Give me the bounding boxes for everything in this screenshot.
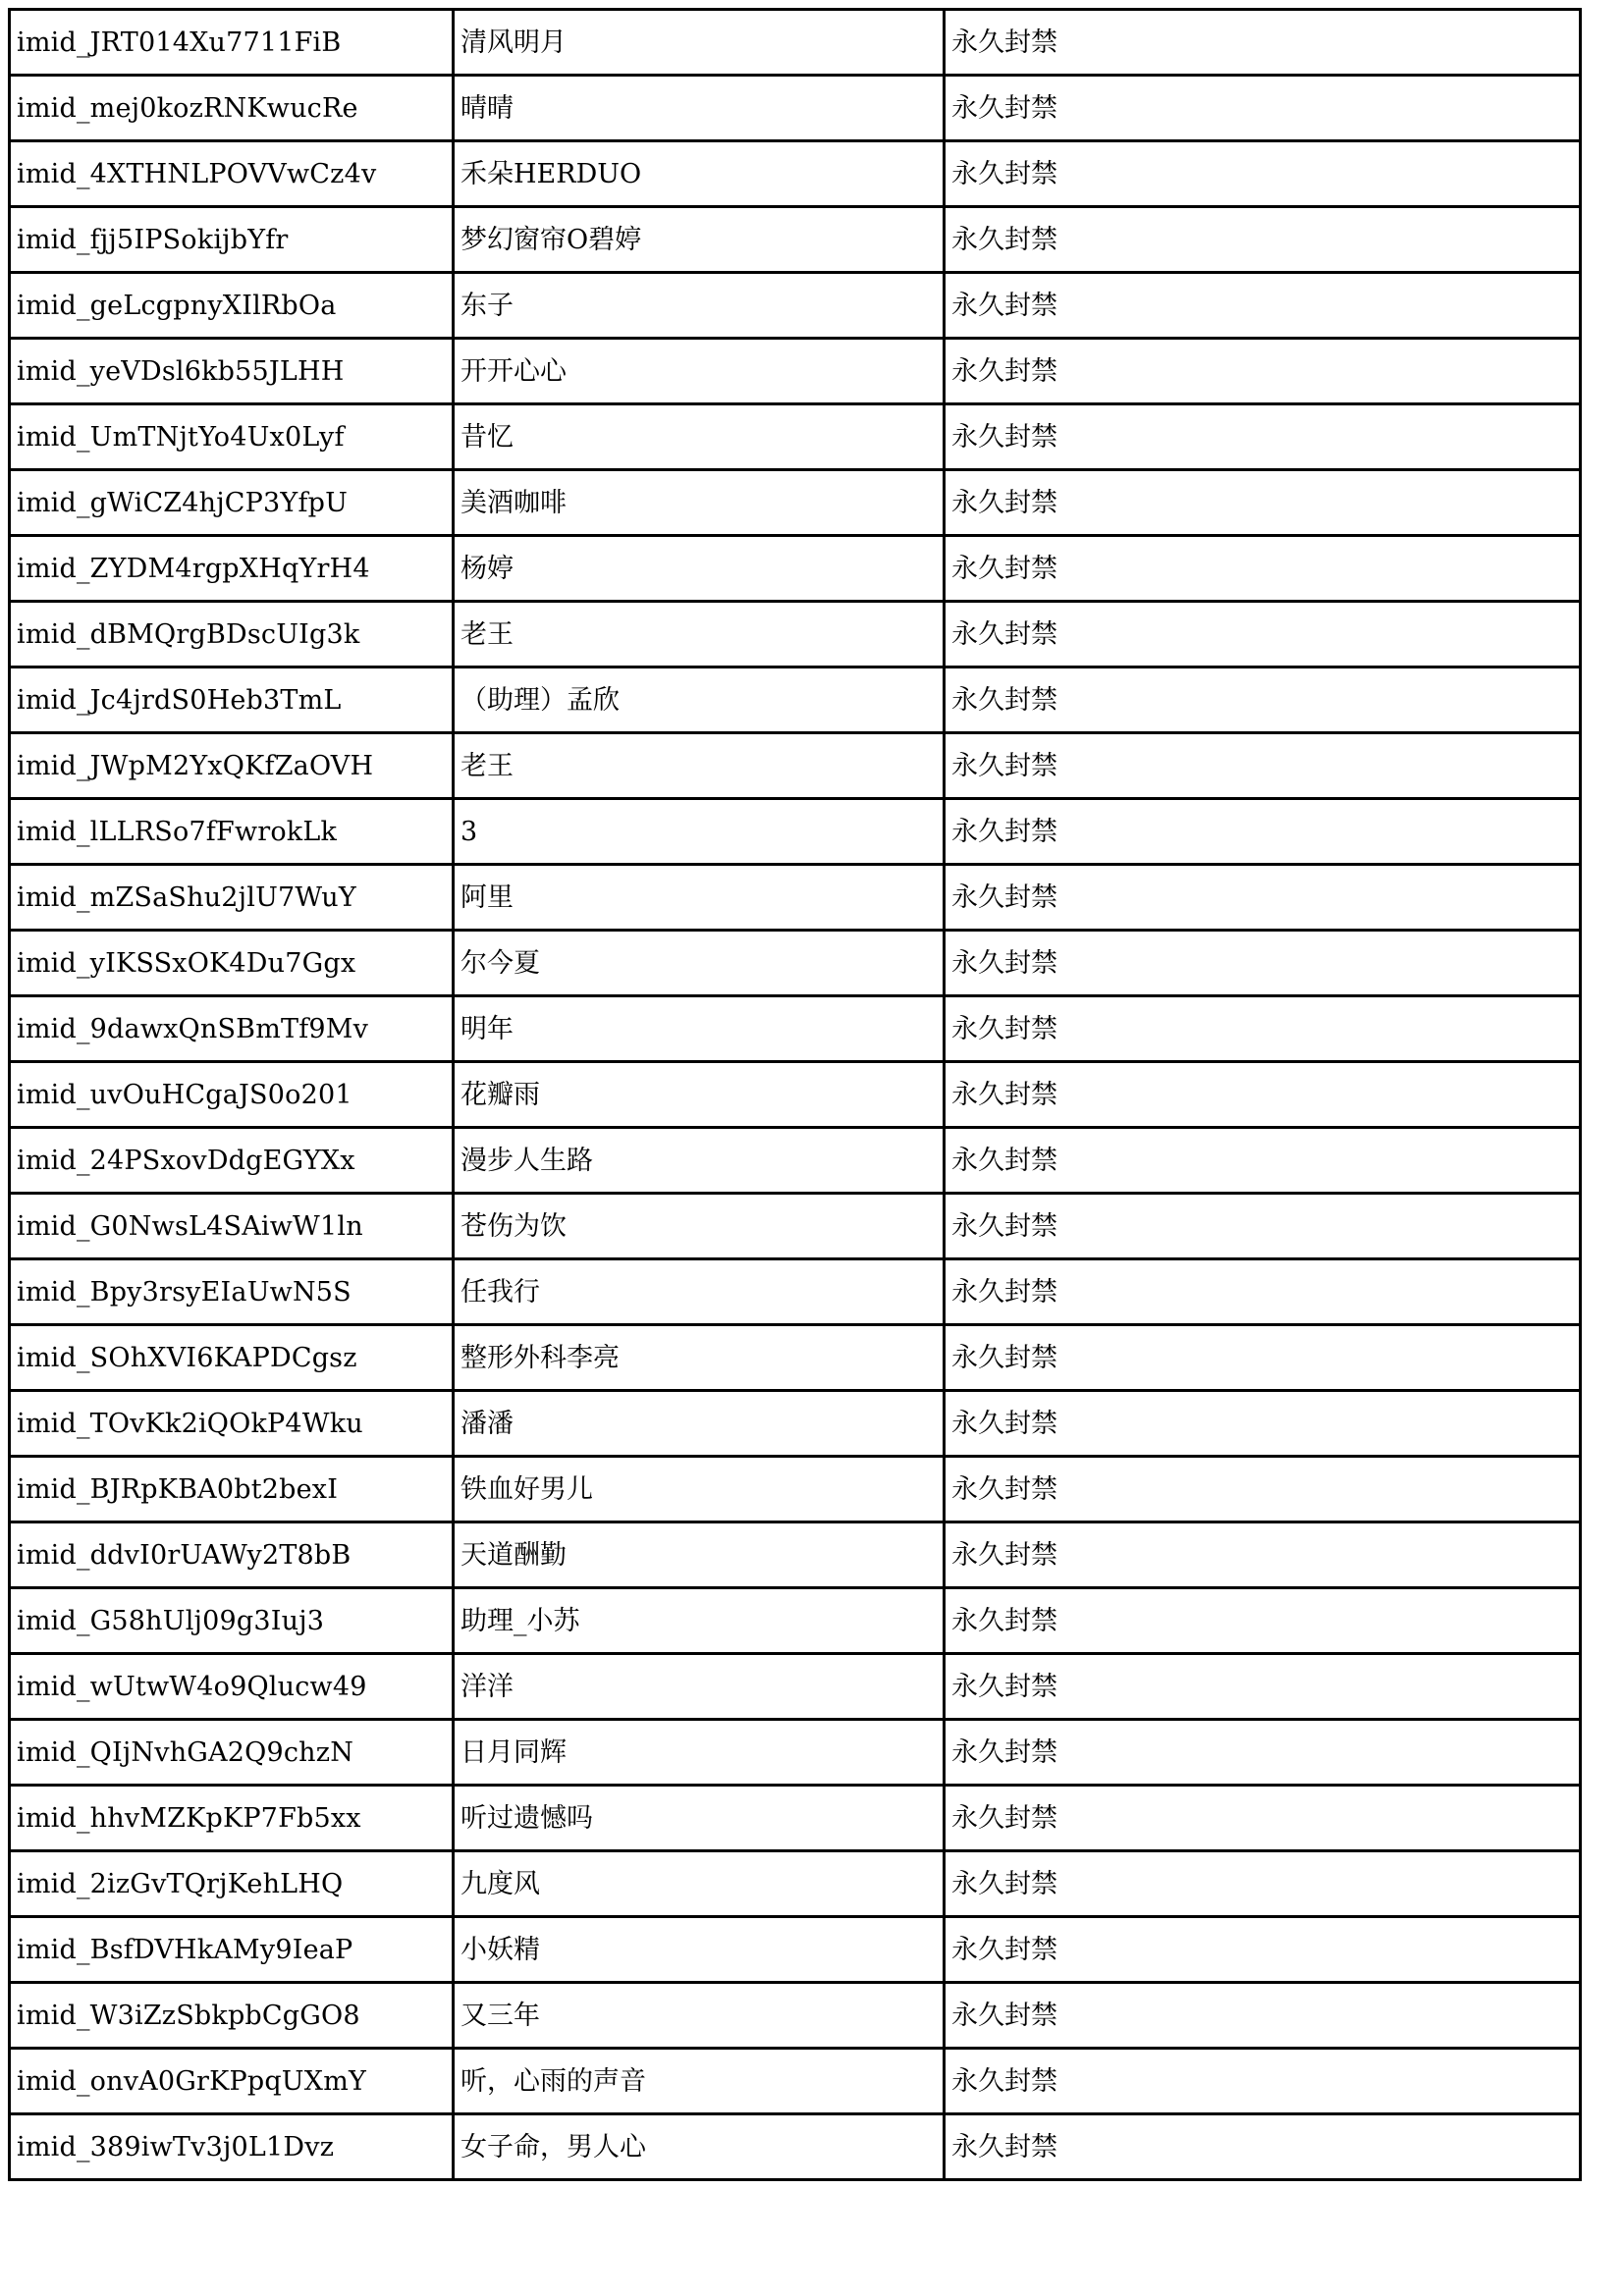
table-row — [10, 470, 1581, 536]
nickname-cell: 清风明月 — [454, 10, 945, 76]
nickname-cell: 女子命，男人心 — [454, 2114, 945, 2180]
account-id-cell: imid_wUtwW4o9Qlucw49 — [10, 1654, 454, 1720]
table-row — [10, 1522, 1581, 1588]
account-id-cell: imid_fjj5IPSokijbYfr — [10, 207, 454, 273]
account-id-cell: imid_dBMQrgBDscUIg3k — [10, 602, 454, 667]
table-row — [10, 1983, 1581, 2049]
account-id-cell: imid_W3iZzSbkpbCgGO8 — [10, 1983, 454, 2049]
ban-status-cell: 永久封禁 — [945, 667, 1581, 733]
account-id-cell: imid_ZYDM4rgpXHqYrH4 — [10, 536, 454, 602]
table-row — [10, 1325, 1581, 1391]
ban-status-cell: 永久封禁 — [945, 470, 1581, 536]
nickname-cell: 又三年 — [454, 1983, 945, 2049]
nickname-cell: 潘潘 — [454, 1391, 945, 1457]
nickname-cell: 开开心心 — [454, 339, 945, 404]
table-row — [10, 1851, 1581, 1917]
account-id-cell: imid_mZSaShu2jlU7WuY — [10, 865, 454, 931]
ban-status-cell: 永久封禁 — [945, 1720, 1581, 1786]
ban-status-cell: 永久封禁 — [945, 1128, 1581, 1194]
account-id-cell: imid_Jc4jrdS0Heb3TmL — [10, 667, 454, 733]
table-row — [10, 667, 1581, 733]
table-row — [10, 141, 1581, 207]
table-row — [10, 10, 1581, 76]
nickname-cell: 东子 — [454, 273, 945, 339]
nickname-cell: 助理_小苏 — [454, 1588, 945, 1654]
account-id-cell: imid_24PSxovDdgEGYXx — [10, 1128, 454, 1194]
table-row — [10, 1194, 1581, 1259]
table-row — [10, 339, 1581, 404]
ban-status-cell: 永久封禁 — [945, 1917, 1581, 1983]
nickname-cell: 老王 — [454, 602, 945, 667]
account-id-cell: imid_BsfDVHkAMy9IeaP — [10, 1917, 454, 1983]
ban-status-cell: 永久封禁 — [945, 536, 1581, 602]
ban-status-cell: 永久封禁 — [945, 1062, 1581, 1128]
account-id-cell: imid_TOvKk2iQOkP4Wku — [10, 1391, 454, 1457]
ban-status-cell: 永久封禁 — [945, 1786, 1581, 1851]
ban-status-cell: 永久封禁 — [945, 799, 1581, 865]
table-row — [10, 733, 1581, 799]
account-id-cell: imid_yeVDsl6kb55JLHH — [10, 339, 454, 404]
table-row — [10, 536, 1581, 602]
table-row — [10, 799, 1581, 865]
ban-status-cell: 永久封禁 — [945, 10, 1581, 76]
table-row — [10, 1786, 1581, 1851]
ban-status-cell: 永久封禁 — [945, 1325, 1581, 1391]
ban-status-cell: 永久封禁 — [945, 1259, 1581, 1325]
table-row — [10, 207, 1581, 273]
nickname-cell: 晴晴 — [454, 76, 945, 141]
nickname-cell: 铁血好男儿 — [454, 1457, 945, 1522]
table-row — [10, 931, 1581, 996]
nickname-cell: 花瓣雨 — [454, 1062, 945, 1128]
account-id-cell: imid_ddvI0rUAWy2T8bB — [10, 1522, 454, 1588]
nickname-cell: 美酒咖啡 — [454, 470, 945, 536]
account-id-cell: imid_yIKSSxOK4Du7Ggx — [10, 931, 454, 996]
table-row — [10, 1654, 1581, 1720]
nickname-cell: 老王 — [454, 733, 945, 799]
ban-status-cell: 永久封禁 — [945, 1457, 1581, 1522]
ban-status-cell: 永久封禁 — [945, 931, 1581, 996]
table-row — [10, 404, 1581, 470]
nickname-cell: 尔今夏 — [454, 931, 945, 996]
account-id-cell: imid_uvOuHCgaJS0o201 — [10, 1062, 454, 1128]
table-row — [10, 273, 1581, 339]
account-id-cell: imid_mej0kozRNKwucRe — [10, 76, 454, 141]
nickname-cell: 天道酬勤 — [454, 1522, 945, 1588]
document-page — [8, 8, 1579, 2181]
ban-status-cell: 永久封禁 — [945, 141, 1581, 207]
account-id-cell: imid_hhvMZKpKP7Fb5xx — [10, 1786, 454, 1851]
account-id-cell: imid_gWiCZ4hjCP3YfpU — [10, 470, 454, 536]
ban-status-cell: 永久封禁 — [945, 1983, 1581, 2049]
ban-status-cell: 永久封禁 — [945, 339, 1581, 404]
ban-status-cell: 永久封禁 — [945, 2114, 1581, 2180]
account-id-cell: imid_Bpy3rsyEIaUwN5S — [10, 1259, 454, 1325]
nickname-cell: 小妖精 — [454, 1917, 945, 1983]
nickname-cell: 九度风 — [454, 1851, 945, 1917]
ban-status-cell: 永久封禁 — [945, 1654, 1581, 1720]
banned-accounts-table — [8, 8, 1582, 2181]
account-id-cell: imid_9dawxQnSBmTf9Mv — [10, 996, 454, 1062]
account-id-cell: imid_SOhXVI6KAPDCgsz — [10, 1325, 454, 1391]
table-row — [10, 602, 1581, 667]
table-body — [10, 10, 1581, 2180]
account-id-cell: imid_geLcgpnyXIlRbOa — [10, 273, 454, 339]
nickname-cell: 禾朵HERDUO — [454, 141, 945, 207]
nickname-cell: 听过遗憾吗 — [454, 1786, 945, 1851]
account-id-cell: imid_BJRpKBA0bt2bexI — [10, 1457, 454, 1522]
nickname-cell: 明年 — [454, 996, 945, 1062]
table-row — [10, 996, 1581, 1062]
nickname-cell: 3 — [454, 799, 945, 865]
table-row — [10, 1457, 1581, 1522]
ban-status-cell: 永久封禁 — [945, 273, 1581, 339]
nickname-cell: 梦幻窗帘O碧婷 — [454, 207, 945, 273]
table-row — [10, 1062, 1581, 1128]
nickname-cell: 昔忆 — [454, 404, 945, 470]
account-id-cell: imid_QIjNvhGA2Q9chzN — [10, 1720, 454, 1786]
account-id-cell: imid_4XTHNLPOVVwCz4v — [10, 141, 454, 207]
account-id-cell: imid_lLLRSo7fFwrokLk — [10, 799, 454, 865]
table-row — [10, 1588, 1581, 1654]
ban-status-cell: 永久封禁 — [945, 602, 1581, 667]
ban-status-cell: 永久封禁 — [945, 76, 1581, 141]
account-id-cell: imid_2izGvTQrjKehLHQ — [10, 1851, 454, 1917]
account-id-cell: imid_JWpM2YxQKfZaOVH — [10, 733, 454, 799]
nickname-cell: 听，心雨的声音 — [454, 2049, 945, 2114]
table-row — [10, 1128, 1581, 1194]
nickname-cell: 杨婷 — [454, 536, 945, 602]
table-row — [10, 1259, 1581, 1325]
table-row — [10, 1917, 1581, 1983]
account-id-cell: imid_389iwTv3j0L1Dvz — [10, 2114, 454, 2180]
account-id-cell: imid_UmTNjtYo4Ux0Lyf — [10, 404, 454, 470]
account-id-cell: imid_onvA0GrKPpqUXmY — [10, 2049, 454, 2114]
nickname-cell: 任我行 — [454, 1259, 945, 1325]
nickname-cell: 洋洋 — [454, 1654, 945, 1720]
ban-status-cell: 永久封禁 — [945, 404, 1581, 470]
nickname-cell: 漫步人生路 — [454, 1128, 945, 1194]
nickname-cell: 整形外科李亮 — [454, 1325, 945, 1391]
ban-status-cell: 永久封禁 — [945, 1194, 1581, 1259]
account-id-cell: imid_JRT014Xu7711FiB — [10, 10, 454, 76]
nickname-cell: （助理）孟欣 — [454, 667, 945, 733]
ban-status-cell: 永久封禁 — [945, 2049, 1581, 2114]
account-id-cell: imid_G58hUlj09g3Iuj3 — [10, 1588, 454, 1654]
ban-status-cell: 永久封禁 — [945, 207, 1581, 273]
account-id-cell: imid_G0NwsL4SAiwW1ln — [10, 1194, 454, 1259]
nickname-cell: 苍伤为饮 — [454, 1194, 945, 1259]
table-row — [10, 865, 1581, 931]
ban-status-cell: 永久封禁 — [945, 1522, 1581, 1588]
table-row — [10, 1720, 1581, 1786]
ban-status-cell: 永久封禁 — [945, 733, 1581, 799]
table-row — [10, 76, 1581, 141]
ban-status-cell: 永久封禁 — [945, 865, 1581, 931]
table-row — [10, 1391, 1581, 1457]
table-row — [10, 2049, 1581, 2114]
table-row — [10, 2114, 1581, 2180]
ban-status-cell: 永久封禁 — [945, 996, 1581, 1062]
ban-status-cell: 永久封禁 — [945, 1588, 1581, 1654]
nickname-cell: 日月同辉 — [454, 1720, 945, 1786]
nickname-cell: 阿里 — [454, 865, 945, 931]
ban-status-cell: 永久封禁 — [945, 1391, 1581, 1457]
ban-status-cell: 永久封禁 — [945, 1851, 1581, 1917]
